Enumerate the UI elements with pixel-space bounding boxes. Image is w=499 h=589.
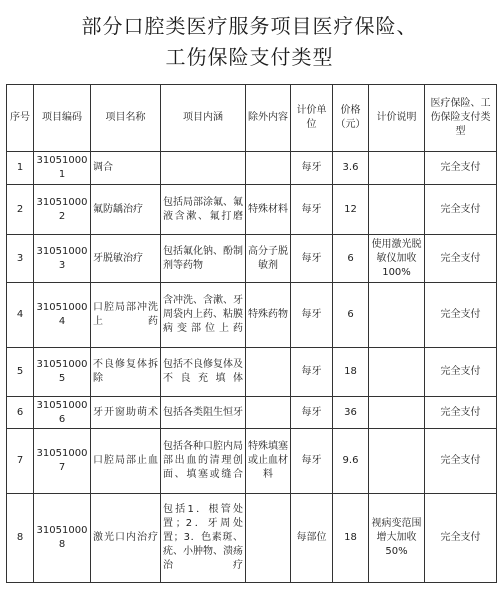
table-row bbox=[7, 152, 497, 185]
row-pay: 完全支付 bbox=[425, 185, 497, 235]
row-name: 牙脱敏治疗 bbox=[91, 235, 161, 283]
row-exclude: 特殊材料 bbox=[246, 185, 291, 235]
row-code bbox=[34, 283, 91, 348]
row-content bbox=[161, 152, 246, 185]
header-cell: 计价单位 bbox=[291, 85, 333, 152]
row-note bbox=[369, 152, 425, 185]
code-part: 3 bbox=[58, 259, 66, 271]
table-header-row bbox=[7, 85, 497, 152]
header-cell: 项目编码 bbox=[34, 85, 91, 152]
row-price: 36 bbox=[333, 397, 369, 429]
row-pay: 完全支付 bbox=[425, 397, 497, 429]
row-pay: 完全支付 bbox=[425, 494, 497, 583]
table-row bbox=[7, 397, 497, 429]
code-part: 31051000 bbox=[36, 399, 88, 411]
row-exclude bbox=[246, 494, 291, 583]
code-part: 6 bbox=[58, 413, 66, 425]
code-part: 31051000 bbox=[36, 245, 88, 257]
row-code bbox=[34, 235, 91, 283]
row-exclude bbox=[246, 397, 291, 429]
row-pay: 完全支付 bbox=[425, 235, 497, 283]
row-unit: 每部位 bbox=[291, 494, 333, 583]
table-row bbox=[7, 235, 497, 283]
row-note bbox=[369, 185, 425, 235]
row-content: 包括1．根管处置；2．牙周处置；3．色素斑、疣、小肿物、溃疡治疗 bbox=[161, 494, 246, 583]
row-unit: 每牙 bbox=[291, 185, 333, 235]
header-cell: 项目内涵 bbox=[161, 85, 246, 152]
row-name: 氟防龋治疗 bbox=[91, 185, 161, 235]
row-no: 5 bbox=[7, 348, 34, 397]
row-price: 3.6 bbox=[333, 152, 369, 185]
header-cell: 计价说明 bbox=[369, 85, 425, 152]
row-note bbox=[369, 397, 425, 429]
table-row bbox=[7, 429, 497, 494]
row-note bbox=[369, 283, 425, 348]
table-row bbox=[7, 348, 497, 397]
code-part: 31051000 bbox=[36, 196, 88, 208]
code-part: 8 bbox=[58, 539, 66, 550]
code-part: 5 bbox=[58, 373, 66, 384]
row-note: 使用激光脱敏仪加收100% bbox=[369, 235, 425, 283]
code-part: 31051000 bbox=[36, 302, 88, 313]
row-name: 激光口内治疗 bbox=[91, 494, 161, 583]
row-no: 3 bbox=[7, 235, 34, 283]
row-name: 口腔局部冲洗上药 bbox=[91, 283, 161, 348]
pricing-table bbox=[6, 84, 497, 583]
row-unit: 每牙 bbox=[291, 283, 333, 348]
row-exclude bbox=[246, 348, 291, 397]
row-note: 视病变范围增大加收50% bbox=[369, 494, 425, 583]
row-no: 1 bbox=[7, 152, 34, 185]
row-unit: 每牙 bbox=[291, 429, 333, 494]
row-code bbox=[34, 397, 91, 429]
row-price: 6 bbox=[333, 235, 369, 283]
row-price: 9.6 bbox=[333, 429, 369, 494]
row-content: 包括局部涂氟、氟液含漱、氟打磨 bbox=[161, 185, 246, 235]
code-part: 2 bbox=[58, 210, 66, 222]
table-row bbox=[7, 185, 497, 235]
code-part: 31051000 bbox=[36, 448, 88, 459]
row-price: 18 bbox=[333, 348, 369, 397]
document-title bbox=[0, 0, 499, 73]
row-code bbox=[34, 429, 91, 494]
row-no: 4 bbox=[7, 283, 34, 348]
header-cell: 除外内容 bbox=[246, 85, 291, 152]
header-cell: 价格（元） bbox=[333, 85, 369, 152]
row-pay: 完全支付 bbox=[425, 348, 497, 397]
row-content: 包括各种口腔内局部出血的清理创面、填塞或缝合 bbox=[161, 429, 246, 494]
row-no: 7 bbox=[7, 429, 34, 494]
row-code bbox=[34, 348, 91, 397]
row-exclude: 特殊填塞或止血材料 bbox=[246, 429, 291, 494]
row-price: 18 bbox=[333, 494, 369, 583]
code-part: 31051000 bbox=[36, 525, 88, 536]
table-row bbox=[7, 283, 497, 348]
row-no: 2 bbox=[7, 185, 34, 235]
row-note bbox=[369, 348, 425, 397]
row-content: 含冲洗、含漱、牙周袋内上药、粘膜病变部位上药 bbox=[161, 283, 246, 348]
code-part: 7 bbox=[58, 462, 66, 473]
row-price: 12 bbox=[333, 185, 369, 235]
row-name: 口腔局部止血 bbox=[91, 429, 161, 494]
row-pay: 完全支付 bbox=[425, 429, 497, 494]
row-no: 8 bbox=[7, 494, 34, 583]
row-content: 包括不良修复体及不良充填体 bbox=[161, 348, 246, 397]
row-code bbox=[34, 494, 91, 583]
header-cell: 项目名称 bbox=[91, 85, 161, 152]
row-unit: 每牙 bbox=[291, 397, 333, 429]
row-unit: 每牙 bbox=[291, 152, 333, 185]
row-note bbox=[369, 429, 425, 494]
row-exclude: 高分子脱敏剂 bbox=[246, 235, 291, 283]
row-exclude bbox=[246, 152, 291, 185]
header-cell: 医疗保险、工伤保险支付类型 bbox=[425, 85, 497, 152]
row-unit: 每牙 bbox=[291, 348, 333, 397]
row-pay: 完全支付 bbox=[425, 152, 497, 185]
row-name: 调合 bbox=[91, 152, 161, 185]
row-price: 6 bbox=[333, 283, 369, 348]
code-part: 1 bbox=[58, 169, 66, 180]
row-name: 牙开窗助萌术 bbox=[91, 397, 161, 429]
code-part: 4 bbox=[58, 316, 66, 327]
code-part: 31051000 bbox=[36, 155, 88, 166]
code-part: 31051000 bbox=[36, 359, 88, 370]
row-exclude: 特殊药物 bbox=[246, 283, 291, 348]
row-pay: 完全支付 bbox=[425, 283, 497, 348]
table-row bbox=[7, 494, 497, 583]
row-no: 6 bbox=[7, 397, 34, 429]
row-unit: 每牙 bbox=[291, 235, 333, 283]
row-content: 包括各类阻生恒牙 bbox=[161, 397, 246, 429]
header-cell: 序号 bbox=[7, 85, 34, 152]
title-line-2: 工伤保险支付类型 bbox=[165, 45, 334, 69]
row-name: 不良修复体拆除 bbox=[91, 348, 161, 397]
row-code bbox=[34, 152, 91, 185]
row-content: 包括氟化钠、酚制剂等药物 bbox=[161, 235, 246, 283]
row-code bbox=[34, 185, 91, 235]
title-line-1: 部分口腔类医疗服务项目医疗保险、 bbox=[81, 14, 418, 38]
